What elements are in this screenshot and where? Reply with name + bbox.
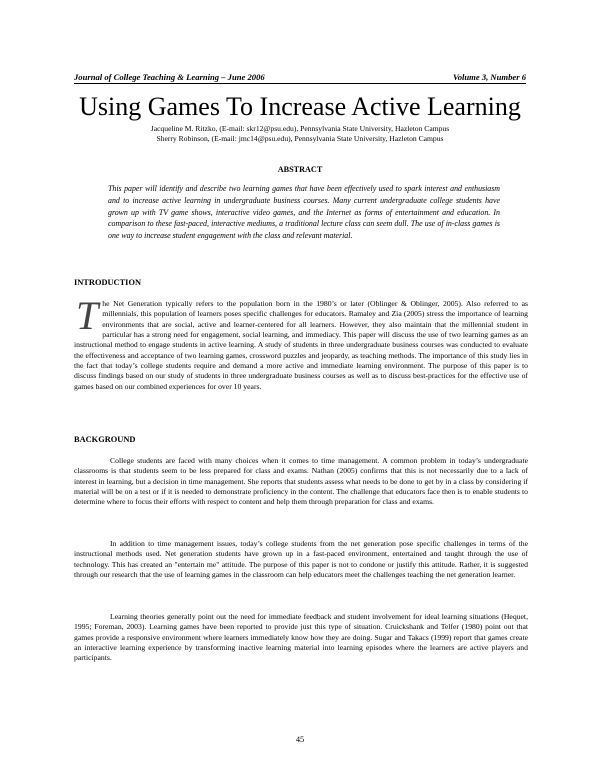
author-line-2: Sherry Robinson, (E-mail: jmc14@psu.edu), Pennsylvania State University, Hazleton Campus xyxy=(156,134,444,143)
running-header xyxy=(74,72,526,82)
abstract-heading: ABSTRACT xyxy=(277,165,323,174)
author-line-1: Jacqueline M. Ritzko, (E-mail: skr12@psu.edu), Pennsylvania State University, Hazleton Campus xyxy=(150,124,450,133)
dropcap-letter: T xyxy=(76,293,99,338)
page-number: 45 xyxy=(295,735,305,744)
background-paragraph-2: In addition to time management issues, today’s college students from the net generation pose specific challenges in terms of the instructional methods used. Net generation students have grown up in a fast-paced environment, entertained and taught through the use of technology. This has created an "entertain me" attitude. The purpose of this paper is not to condone or justify this attitude. Rather, it is suggested through our research that the use of learning games in the classroom can help educators meet the challenges teaching the net generation learner. xyxy=(74,539,528,580)
introduction-text: he Net Generation typically refers to the population born in the 1980’s or later (Oblinger & Oblinger, 2005). Also referred to as millennials, this population of learners poses specific challenges for educators. Ramaley and Zia (2005) stress the importance of learning environments that are social, active and learner-centered for all learners. However, they also maintain that the millennial student in particular has a strong need for engagement, social learning, and immediacy. This paper will discuss the use of two learning games as an instructional method to engage students in active learning. A study of students in three undergraduate business courses was conducted to evaluate the effectiveness and acceptance of two learning games, crossword puzzles and jeopardy, as teaching methods. The importance of this study lies in the fact that today’s college students require and demand a more active and immediate learning environment. The purpose of this paper is to discuss findings based on our study of students in three undergraduate business courses as well as to discuss best-practices for the effective use of games based on our combined experiences for over 10 years. xyxy=(74,299,528,391)
abstract-text: This paper will identify and describe two learning games that have been effectively used to spark interest and enthusiasm and to increase active learning in undergraduate business courses. Many current undergraduate college students have grown up with TV game shows, interactive video games, and the Internet as forms of entertainment and education. In comparison to these fast-paced, interactive mediums, a traditional lecture class can seem dull. The use of in-class games is one way to increase student engagement with the class and relevant material. xyxy=(108,184,500,241)
background-paragraph-3: Learning theories generally point out the need for immediate feedback and student involvement for ideal learning situations (Hequet, 1995; Foreman, 2003). Learning games have been reported to provide just this type of situation. Cruickshank and Telfer (1980) point out that games provide a responsive environment where learners immediately know how they are doing. Sugar and Takacs (1999) report that games create an interactive learning experience by transforming inactive learning material into learning episodes where the learners are active players and participants. xyxy=(74,612,528,663)
background-paragraph-1: College students are faced with many choices when it comes to time management. A common problem in today’s undergraduate classrooms is that students seem to be less prepared for class and exams. Nathan (2005) confirms that this is not necessarily due to a lack of interest in learning, but a decision in time management. She reports that students assess what needs to be done to get by in a class by considering if material will be on a test or if it is needed to demonstrate proficiency in the content. The challenge that educators face then is to enable students to determine where to focus their efforts with respect to content and help them through preparation for class and exams. xyxy=(74,456,528,507)
paper-title: Using Games To Increase Active Learning xyxy=(79,92,521,121)
introduction-heading: INTRODUCTION xyxy=(74,278,142,287)
author-block xyxy=(74,124,526,144)
background-heading: BACKGROUND xyxy=(74,435,136,444)
journal-name: Journal of College Teaching & Learning – June 2006 xyxy=(74,72,265,82)
header-rule xyxy=(74,83,526,84)
volume-number: Volume 3, Number 6 xyxy=(452,72,526,82)
introduction-paragraph xyxy=(74,293,528,392)
